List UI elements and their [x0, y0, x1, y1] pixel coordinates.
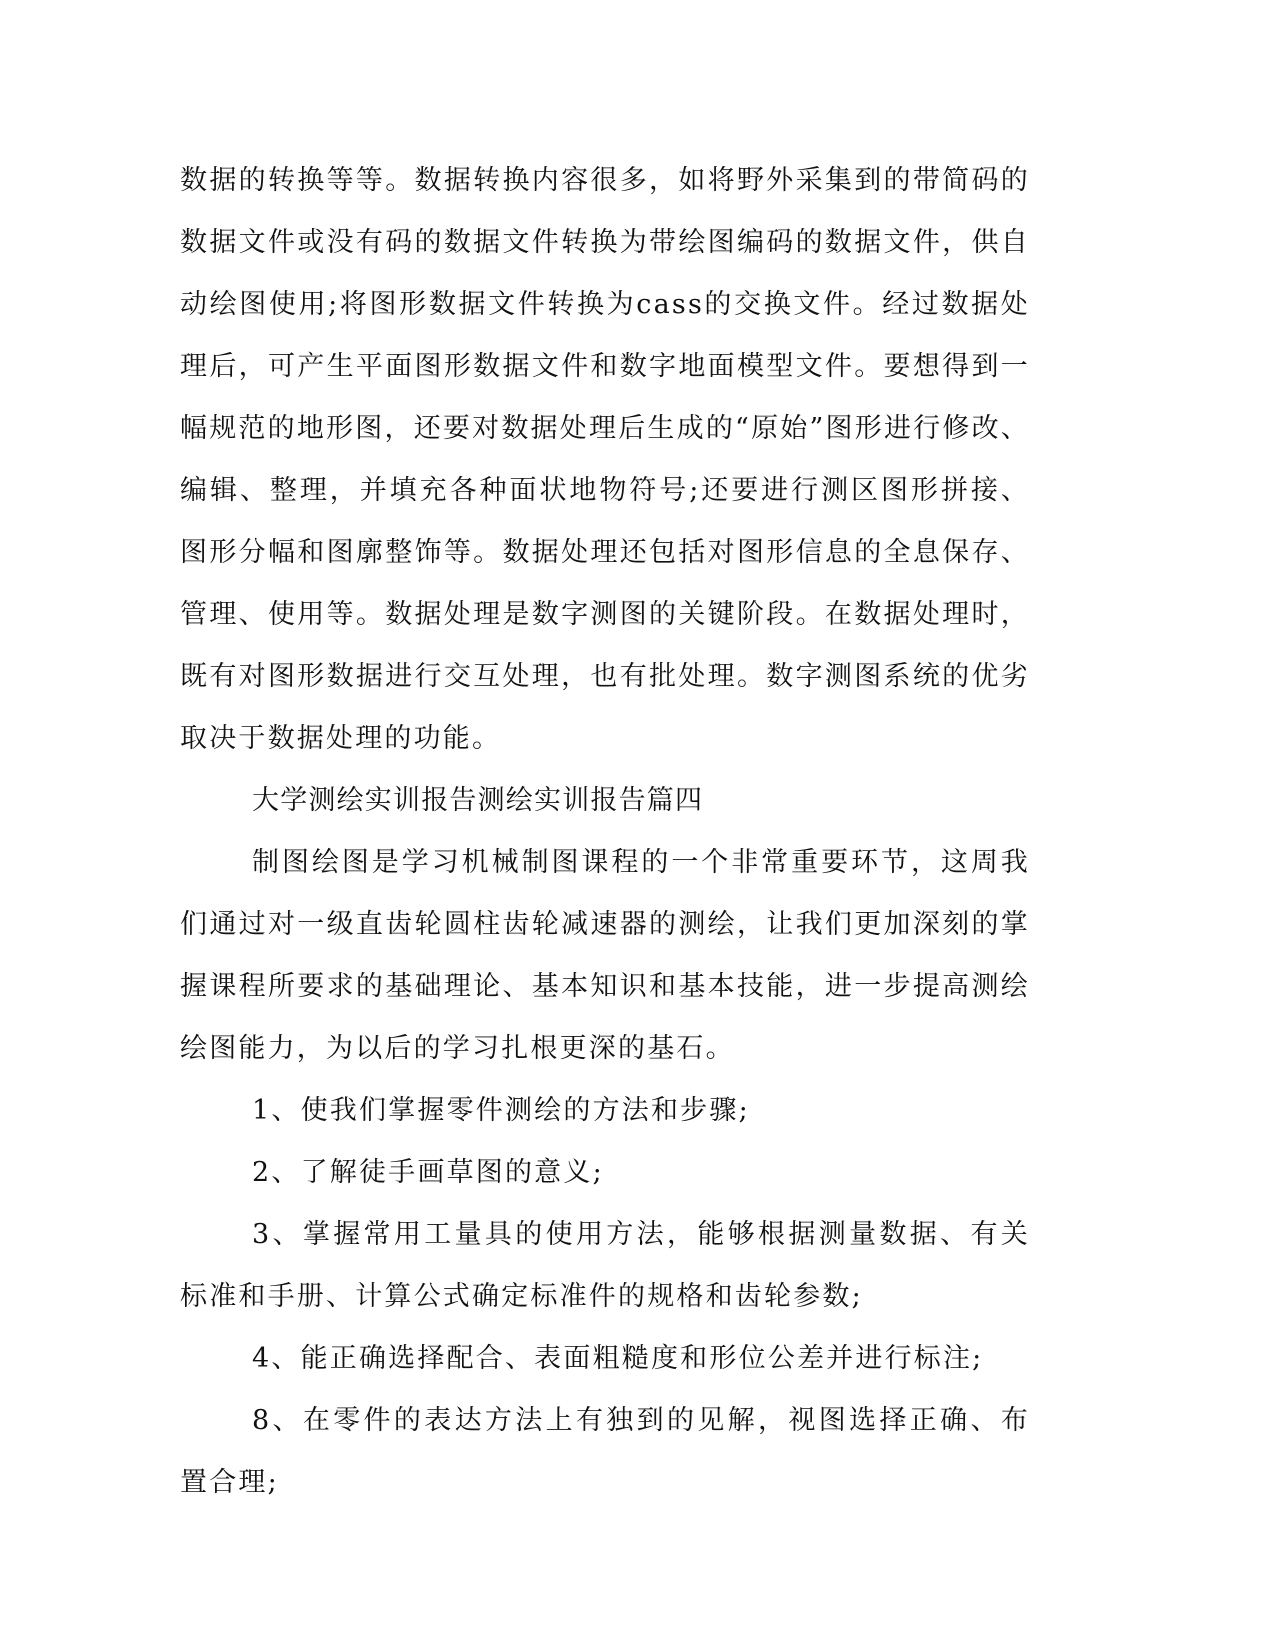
list-item: 2、了解徒手画草图的意义; — [252, 1157, 604, 1188]
document-body — [180, 150, 1030, 1514]
section-heading: 大学测绘实训报告测绘实训报告篇四 — [252, 785, 704, 816]
body-paragraph-data-processing: 数据的转换等等。数据转换内容很多，如将野外采集到的带简码的数据文件或没有码的数据文件转换为带绘图编码的数据文件，供自动绘图使用;将图形数据文件转换为cass的交换文件。经过数据处理后，可产生平面图形数据文件和数字地面模型文件。要想得到一幅规范的地形图，还要对数据处理后生成的“原始”图形进行修改、编辑、整理，并填充各种面状地物符号;还要进行测区图形拼接、图形分幅和图廓整饰等。数据处理还包括对图形信息的全息保存、管理、使用等。数据处理是数字测图的关键阶段。在数据处理时，既有对图形数据进行交互处理，也有批处理。数字测图系统的优劣取决于数据处理的功能。 — [180, 165, 1030, 754]
list-item: 1、使我们掌握零件测绘的方法和步骤; — [252, 1095, 750, 1126]
list-item: 8、在零件的表达方法上有独到的见解，视图选择正确、布置合理; — [180, 1405, 1030, 1498]
list-item: 4、能正确选择配合、表面粗糙度和形位公差并进行标注; — [252, 1343, 984, 1374]
list-item: 3、掌握常用工量具的使用方法，能够根据测量数据、有关标准和手册、计算公式确定标准件的规格和齿轮参数; — [180, 1219, 1030, 1312]
body-paragraph-drawing-intro: 制图绘图是学习机械制图课程的一个非常重要环节，这周我们通过对一级直齿轮圆柱齿轮减速器的测绘，让我们更加深刻的掌握课程所要求的基础理论、基本知识和基本技能，进一步提高测绘绘图能力，为以后的学习扎根更深的基石。 — [180, 847, 1030, 1064]
